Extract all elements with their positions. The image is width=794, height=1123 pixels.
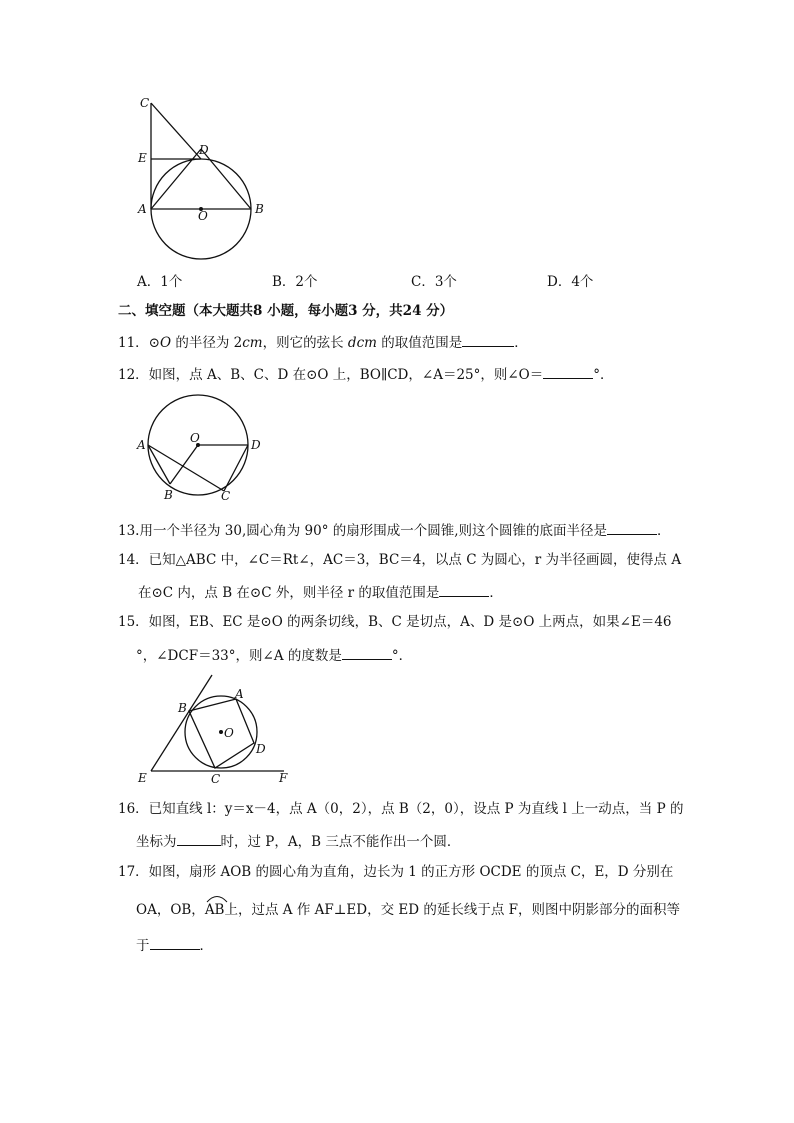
- label-D: D: [199, 143, 209, 157]
- label-B: B: [164, 488, 173, 502]
- figure-q10: [130, 92, 270, 272]
- question-11: 11．⊙O 的半径为 2cm，则它的弦长 dcm 的取值范围是 ．: [118, 332, 528, 352]
- option-a: A．1个: [137, 274, 183, 290]
- label-B: B: [178, 701, 187, 715]
- label-D: D: [256, 742, 266, 756]
- question-14-line-2: 在⊙C 内，点 B 在⊙C 外，则半径 r 的取值范围是 ．: [138, 582, 503, 602]
- label-O: O: [198, 209, 208, 223]
- question-16-line-1: 16．已知直线 l：y＝x－4，点 A（0，2），点 B（2，0），设点 P 为直线 l 上一动点，当 P 的: [118, 801, 684, 817]
- question-17-line-1: 17．如图，扇形 AOB 的圆心角为直角，边长为 1 的正方形 OCDE 的顶点 C，E，D 分别在: [118, 864, 674, 880]
- label-E: E: [138, 771, 147, 785]
- option-b: B．2个: [272, 274, 318, 290]
- label-A: A: [137, 438, 146, 452]
- answer-blank[interactable]: [439, 582, 489, 597]
- question-17-line-3: 于 ．: [136, 935, 213, 955]
- label-D: D: [251, 438, 261, 452]
- label-O: O: [224, 726, 234, 740]
- label-A: A: [235, 687, 244, 701]
- question-15-line-1: 15．如图，EB、EC 是⊙O 的两条切线，B、C 是切点，A、D 是⊙O 上两点，如果∠E＝46: [118, 614, 672, 630]
- label-C: C: [211, 772, 221, 786]
- question-17-line-2: OA，OB， AB上，过点 A 作 AF⊥ED，交 ED 的延长线于点 F，则图中阴影部分的面积等: [136, 901, 680, 919]
- label-C: C: [140, 96, 150, 110]
- label-C: C: [221, 489, 231, 503]
- answer-blank[interactable]: [150, 935, 200, 950]
- answer-blank[interactable]: [543, 364, 593, 379]
- answer-blank[interactable]: [342, 645, 392, 660]
- section-heading: 二、填空题（本大题共8 小题，每小题3 分，共24 分）: [118, 303, 454, 319]
- label-F: F: [279, 771, 288, 785]
- question-13: 13.用一个半径为 30,圆心角为 90° 的扇形围成一个圆锥,则这个圆锥的底面半径是 ．: [118, 520, 671, 540]
- arc-ab: AB: [205, 901, 225, 919]
- figure-q15: [134, 670, 294, 786]
- question-12: 12．如图，点 A、B、C、D 在⊙O 上，BO∥CD，∠A＝25°，则∠O＝ °．: [118, 364, 614, 384]
- answer-blank[interactable]: [462, 332, 514, 347]
- option-c: C．3个: [411, 274, 457, 290]
- label-A: A: [138, 202, 147, 216]
- option-d: D．4个: [547, 274, 594, 290]
- figure-q12: [132, 392, 272, 508]
- answer-blank[interactable]: [607, 520, 657, 535]
- question-14-line-1: 14．已知△ABC 中，∠C＝Rt∠，AC＝3，BC＝4，以点 C 为圆心，r 为半径画圆，使得点 A: [118, 552, 682, 568]
- answer-blank[interactable]: [177, 831, 221, 846]
- label-B: B: [255, 202, 264, 216]
- question-16-line-2: 坐标为 时，过 P，A，B 三点不能作出一个圆．: [136, 831, 460, 851]
- label-O: O: [190, 431, 200, 445]
- question-15-line-2: °，∠DCF＝33°，则∠A 的度数是 °．: [136, 645, 412, 665]
- label-E: E: [138, 151, 147, 165]
